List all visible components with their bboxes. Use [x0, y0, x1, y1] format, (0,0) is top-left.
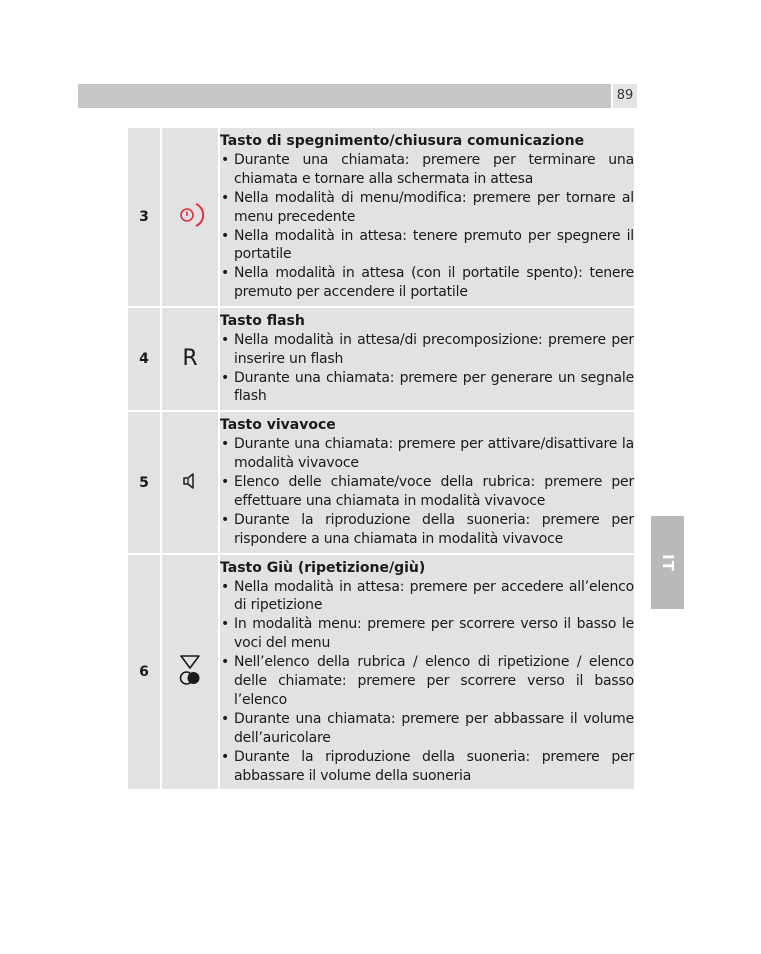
power-end-call-icon [175, 200, 205, 234]
table-row [127, 307, 635, 411]
key-number: 4 [127, 307, 161, 411]
list-item: • Durante una chiamata: premere per terminare una chiamata e tornare alla schermata in attesa [220, 151, 634, 189]
list-item: • Nella modalità in attesa/di precomposizione: premere per inserire un flash [220, 331, 634, 369]
page-number: 89 [613, 84, 637, 108]
key-title: Tasto Giù (ripetizione/giù) [220, 559, 426, 576]
key-description [219, 127, 635, 307]
bullet-list [220, 331, 634, 407]
bullet-list [220, 435, 634, 548]
language-tab-label: IT [658, 553, 677, 572]
key-number: 5 [127, 411, 161, 554]
key-description [219, 554, 635, 790]
table-row [127, 127, 635, 307]
key-number: 6 [127, 554, 161, 790]
key-function-table [126, 126, 636, 791]
list-item: • Nella modalità di menu/modifica: premere per tornare al menu precedente [220, 189, 634, 227]
table-row [127, 411, 635, 554]
list-item: • Elenco delle chiamate/voce della rubrica: premere per effettuare una chiamata in modalità vivavoce [220, 473, 634, 511]
down-redial-icon [177, 653, 203, 691]
table-row [127, 554, 635, 790]
list-item: • Durante una chiamata: premere per abbassare il volume dell’auricolare [220, 710, 634, 748]
icon-cell [161, 554, 219, 790]
bullet-list [220, 151, 634, 302]
language-tab [651, 516, 684, 609]
key-number: 3 [127, 127, 161, 307]
icon-cell [161, 307, 219, 411]
key-description [219, 307, 635, 411]
key-title: Tasto di spegnimento/chiusura comunicazione [220, 132, 585, 149]
bullet-list [220, 578, 634, 786]
icon-cell [161, 127, 219, 307]
header-bar [78, 84, 611, 108]
list-item: • In modalità menu: premere per scorrere verso il basso le voci del menu [220, 615, 634, 653]
list-item: • Nell’elenco della rubrica / elenco di ripetizione / elenco delle chiamate: premere per scorrere verso il basso l’elenco [220, 653, 634, 710]
list-item: • Nella modalità in attesa (con il portatile spento): tenere premuto per accendere il portatile [220, 264, 634, 302]
list-item: • Durante una chiamata: premere per attivare/disattivare la modalità vivavoce [220, 435, 634, 473]
list-item: • Durante la riproduzione della suoneria: premere per abbassare il volume della suoneria [220, 748, 634, 786]
list-item: • Nella modalità in attesa: premere per accedere all’elenco di ripetizione [220, 578, 634, 616]
key-title: Tasto flash [220, 312, 305, 329]
key-title: Tasto vivavoce [220, 417, 336, 434]
list-item: • Nella modalità in attesa: tenere premuto per spegnere il portatile [220, 227, 634, 265]
list-item: • Durante la riproduzione della suoneria: premere per rispondere a una chiamata in modalità vivavoce [220, 511, 634, 549]
icon-cell [161, 411, 219, 554]
key-description [219, 411, 635, 554]
flash-r-icon: R [182, 346, 198, 371]
speaker-icon [181, 472, 199, 494]
list-item: • Durante una chiamata: premere per generare un segnale flash [220, 369, 634, 407]
